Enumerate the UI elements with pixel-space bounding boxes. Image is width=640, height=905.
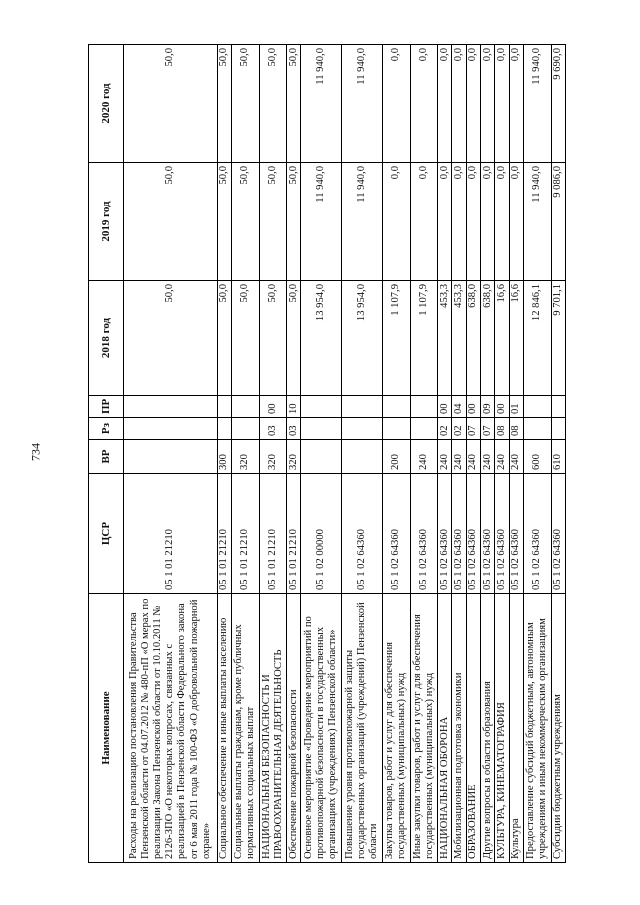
table-row bbox=[383, 45, 411, 863]
cell-2020: 0,0 bbox=[495, 45, 509, 163]
cell-pr bbox=[383, 396, 411, 418]
cell-rz: 03 bbox=[287, 418, 301, 440]
cell-2019: 50,0 bbox=[287, 163, 301, 281]
cell-2018: 13 954,0 bbox=[301, 281, 342, 396]
cell-2020: 0,0 bbox=[452, 45, 466, 163]
cell-rz bbox=[551, 418, 565, 440]
cell-2019: 0,0 bbox=[509, 163, 523, 281]
cell-name: Предоставление субсидий бюджетным, автономным учреждениям и иным некоммерческим организациям bbox=[523, 594, 551, 863]
cell-2018: 453,3 bbox=[438, 281, 452, 396]
cell-2020: 0,0 bbox=[383, 45, 411, 163]
cell-2019: 0,0 bbox=[438, 163, 452, 281]
cell-2018: 638,0 bbox=[466, 281, 480, 396]
cell-csr: 05 1 02 00000 bbox=[301, 474, 342, 594]
cell-rz: 08 bbox=[509, 418, 523, 440]
header-vr: ВР bbox=[89, 440, 124, 474]
table-header-row bbox=[89, 45, 124, 863]
cell-csr: 05 1 02 64360 bbox=[551, 474, 565, 594]
cell-name: Повышение уровня противопожарной защиты государственных организаций (учреждений) Пензенской области bbox=[342, 594, 383, 863]
cell-csr: 05 1 02 64360 bbox=[383, 474, 411, 594]
cell-rz: 03 bbox=[259, 418, 287, 440]
cell-2020: 0,0 bbox=[466, 45, 480, 163]
cell-vr: 240 bbox=[509, 440, 523, 474]
cell-csr: 05 1 02 64360 bbox=[481, 474, 495, 594]
cell-rz bbox=[217, 418, 231, 440]
cell-pr: 09 bbox=[481, 396, 495, 418]
cell-name: Мобилизационная подготовка экономики bbox=[452, 594, 466, 863]
cell-pr bbox=[217, 396, 231, 418]
budget-table bbox=[88, 44, 566, 863]
cell-csr: 05 1 01 21210 bbox=[287, 474, 301, 594]
header-2020: 2020 год bbox=[89, 45, 124, 163]
cell-name: НАЦИОНАЛЬНАЯ ОБОРОНА bbox=[438, 594, 452, 863]
cell-csr: 05 1 02 64360 bbox=[509, 474, 523, 594]
cell-csr: 05 1 01 21210 bbox=[124, 474, 218, 594]
cell-pr: 10 bbox=[287, 396, 301, 418]
table-row bbox=[301, 45, 342, 863]
cell-2018: 9 701,1 bbox=[551, 281, 565, 396]
cell-2020: 0,0 bbox=[481, 45, 495, 163]
cell-2019: 50,0 bbox=[232, 163, 260, 281]
table-row bbox=[481, 45, 495, 863]
header-2019: 2019 год bbox=[89, 163, 124, 281]
cell-vr: 240 bbox=[452, 440, 466, 474]
cell-pr: 04 bbox=[452, 396, 466, 418]
cell-2019: 0,0 bbox=[466, 163, 480, 281]
page-number: 734 bbox=[28, 443, 43, 461]
table-row bbox=[287, 45, 301, 863]
cell-pr bbox=[551, 396, 565, 418]
cell-name: Расходы на реализацию постановления Правительства Пензенской области от 04.07.2012 № 480-пП «О мерах по реализации Закона Пензенской области от 10.10.2011 № 2126-ЗПО «О некоторых вопросах, связанных с реализацией в Пензенской области Федерального закона от 6 мая 2011 года № 100-ФЗ «О добровольной пожарной охране» bbox=[124, 594, 218, 863]
cell-2020: 50,0 bbox=[124, 45, 218, 163]
table-row bbox=[438, 45, 452, 863]
cell-name: Обеспечение пожарной безопасности bbox=[287, 594, 301, 863]
cell-rz: 02 bbox=[438, 418, 452, 440]
cell-rz bbox=[383, 418, 411, 440]
cell-vr bbox=[301, 440, 342, 474]
cell-2019: 11 940,0 bbox=[523, 163, 551, 281]
cell-name: Социальное обеспечение и иные выплаты населению bbox=[217, 594, 231, 863]
cell-pr bbox=[232, 396, 260, 418]
cell-2019: 50,0 bbox=[259, 163, 287, 281]
cell-2018: 1 107,9 bbox=[383, 281, 411, 396]
cell-vr: 240 bbox=[438, 440, 452, 474]
cell-2018: 13 954,0 bbox=[342, 281, 383, 396]
cell-2020: 11 940,0 bbox=[301, 45, 342, 163]
header-name: Наименование bbox=[89, 594, 124, 863]
cell-pr bbox=[301, 396, 342, 418]
cell-2018: 50,0 bbox=[232, 281, 260, 396]
cell-csr: 05 1 02 64360 bbox=[495, 474, 509, 594]
table-row bbox=[124, 45, 218, 863]
cell-2018: 16,6 bbox=[495, 281, 509, 396]
cell-pr bbox=[342, 396, 383, 418]
cell-2018: 50,0 bbox=[259, 281, 287, 396]
cell-2020: 50,0 bbox=[217, 45, 231, 163]
cell-csr: 05 1 02 64360 bbox=[410, 474, 438, 594]
cell-vr: 600 bbox=[523, 440, 551, 474]
cell-rz bbox=[301, 418, 342, 440]
cell-2019: 9 086,0 bbox=[551, 163, 565, 281]
cell-2018: 1 107,9 bbox=[410, 281, 438, 396]
cell-name: КУЛЬТУРА, КИНЕМАТОГРАФИЯ bbox=[495, 594, 509, 863]
cell-2019: 0,0 bbox=[410, 163, 438, 281]
cell-2020: 0,0 bbox=[438, 45, 452, 163]
cell-2018: 12 846,1 bbox=[523, 281, 551, 396]
cell-rz bbox=[342, 418, 383, 440]
cell-name: Другие вопросы в области образования bbox=[481, 594, 495, 863]
cell-2019: 50,0 bbox=[124, 163, 218, 281]
cell-csr: 05 1 01 21210 bbox=[217, 474, 231, 594]
cell-csr: 05 1 02 64360 bbox=[466, 474, 480, 594]
cell-pr bbox=[410, 396, 438, 418]
cell-2020: 11 940,0 bbox=[523, 45, 551, 163]
cell-csr: 05 1 02 64360 bbox=[452, 474, 466, 594]
header-pr: ПР bbox=[89, 396, 124, 418]
header-rz: Рз bbox=[89, 418, 124, 440]
cell-2018: 50,0 bbox=[124, 281, 218, 396]
cell-name: Культура bbox=[509, 594, 523, 863]
cell-2020: 50,0 bbox=[232, 45, 260, 163]
table-row bbox=[523, 45, 551, 863]
cell-vr: 240 bbox=[410, 440, 438, 474]
cell-2020: 9 690,0 bbox=[551, 45, 565, 163]
table-row bbox=[232, 45, 260, 863]
cell-2020: 0,0 bbox=[410, 45, 438, 163]
cell-vr: 320 bbox=[232, 440, 260, 474]
table-row bbox=[509, 45, 523, 863]
cell-name: Основное мероприятие «Проведение мероприятий по противопожарной безопасности в государственных организациях (учреждениях) Пензенской области» bbox=[301, 594, 342, 863]
cell-name: Социальные выплаты гражданам, кроме публичных нормативных социальных выплат bbox=[232, 594, 260, 863]
cell-name: Закупка товаров, работ и услуг для обеспечения государственных (муниципальных) нужд bbox=[383, 594, 411, 863]
cell-vr: 300 bbox=[217, 440, 231, 474]
cell-rz bbox=[124, 418, 218, 440]
rotated-table-container bbox=[88, 45, 566, 863]
cell-2018: 638,0 bbox=[481, 281, 495, 396]
cell-2019: 0,0 bbox=[383, 163, 411, 281]
table-row bbox=[410, 45, 438, 863]
cell-vr: 240 bbox=[466, 440, 480, 474]
cell-pr: 00 bbox=[495, 396, 509, 418]
cell-pr bbox=[124, 396, 218, 418]
cell-rz: 08 bbox=[495, 418, 509, 440]
cell-name: Субсидии бюджетным учреждениям bbox=[551, 594, 565, 863]
cell-rz: 07 bbox=[481, 418, 495, 440]
cell-2020: 0,0 bbox=[509, 45, 523, 163]
cell-rz bbox=[523, 418, 551, 440]
table-row bbox=[217, 45, 231, 863]
cell-2018: 50,0 bbox=[287, 281, 301, 396]
cell-csr: 05 1 02 64360 bbox=[523, 474, 551, 594]
cell-name: ОБРАЗОВАНИЕ bbox=[466, 594, 480, 863]
cell-vr: 240 bbox=[495, 440, 509, 474]
cell-vr: 240 bbox=[481, 440, 495, 474]
cell-rz bbox=[232, 418, 260, 440]
cell-2020: 50,0 bbox=[259, 45, 287, 163]
cell-2019: 11 940,0 bbox=[301, 163, 342, 281]
cell-2020: 50,0 bbox=[287, 45, 301, 163]
cell-rz: 02 bbox=[452, 418, 466, 440]
cell-csr: 05 1 01 21210 bbox=[259, 474, 287, 594]
cell-2019: 0,0 bbox=[495, 163, 509, 281]
cell-2019: 50,0 bbox=[217, 163, 231, 281]
cell-pr bbox=[523, 396, 551, 418]
table-row bbox=[342, 45, 383, 863]
table-row bbox=[259, 45, 287, 863]
cell-csr: 05 1 02 64360 bbox=[438, 474, 452, 594]
header-2018: 2018 год bbox=[89, 281, 124, 396]
cell-name: Иные закупки товаров, работ и услуг для обеспечения государственных (муниципальных) нужд bbox=[410, 594, 438, 863]
cell-vr bbox=[124, 440, 218, 474]
cell-2019: 11 940,0 bbox=[342, 163, 383, 281]
cell-name: НАЦИОНАЛЬНАЯ БЕЗОПАСНОСТЬ И ПРАВООХРАНИТЕЛЬНАЯ ДЕЯТЕЛЬНОСТЬ bbox=[259, 594, 287, 863]
cell-vr: 320 bbox=[287, 440, 301, 474]
cell-csr: 05 1 01 21210 bbox=[232, 474, 260, 594]
cell-2018: 16,6 bbox=[509, 281, 523, 396]
header-csr: ЦСР bbox=[89, 474, 124, 594]
cell-2019: 0,0 bbox=[481, 163, 495, 281]
cell-vr: 200 bbox=[383, 440, 411, 474]
cell-rz bbox=[410, 418, 438, 440]
cell-pr: 00 bbox=[438, 396, 452, 418]
table-row bbox=[452, 45, 466, 863]
cell-2018: 453,3 bbox=[452, 281, 466, 396]
cell-pr: 00 bbox=[466, 396, 480, 418]
cell-2018: 50,0 bbox=[217, 281, 231, 396]
table-row bbox=[466, 45, 480, 863]
cell-2019: 0,0 bbox=[452, 163, 466, 281]
cell-rz: 07 bbox=[466, 418, 480, 440]
table-row bbox=[551, 45, 565, 863]
cell-vr bbox=[342, 440, 383, 474]
cell-vr: 610 bbox=[551, 440, 565, 474]
table-row bbox=[495, 45, 509, 863]
cell-pr: 01 bbox=[509, 396, 523, 418]
table-body bbox=[124, 45, 566, 863]
cell-2020: 11 940,0 bbox=[342, 45, 383, 163]
cell-pr: 00 bbox=[259, 396, 287, 418]
cell-csr: 05 1 02 64360 bbox=[342, 474, 383, 594]
cell-vr: 320 bbox=[259, 440, 287, 474]
